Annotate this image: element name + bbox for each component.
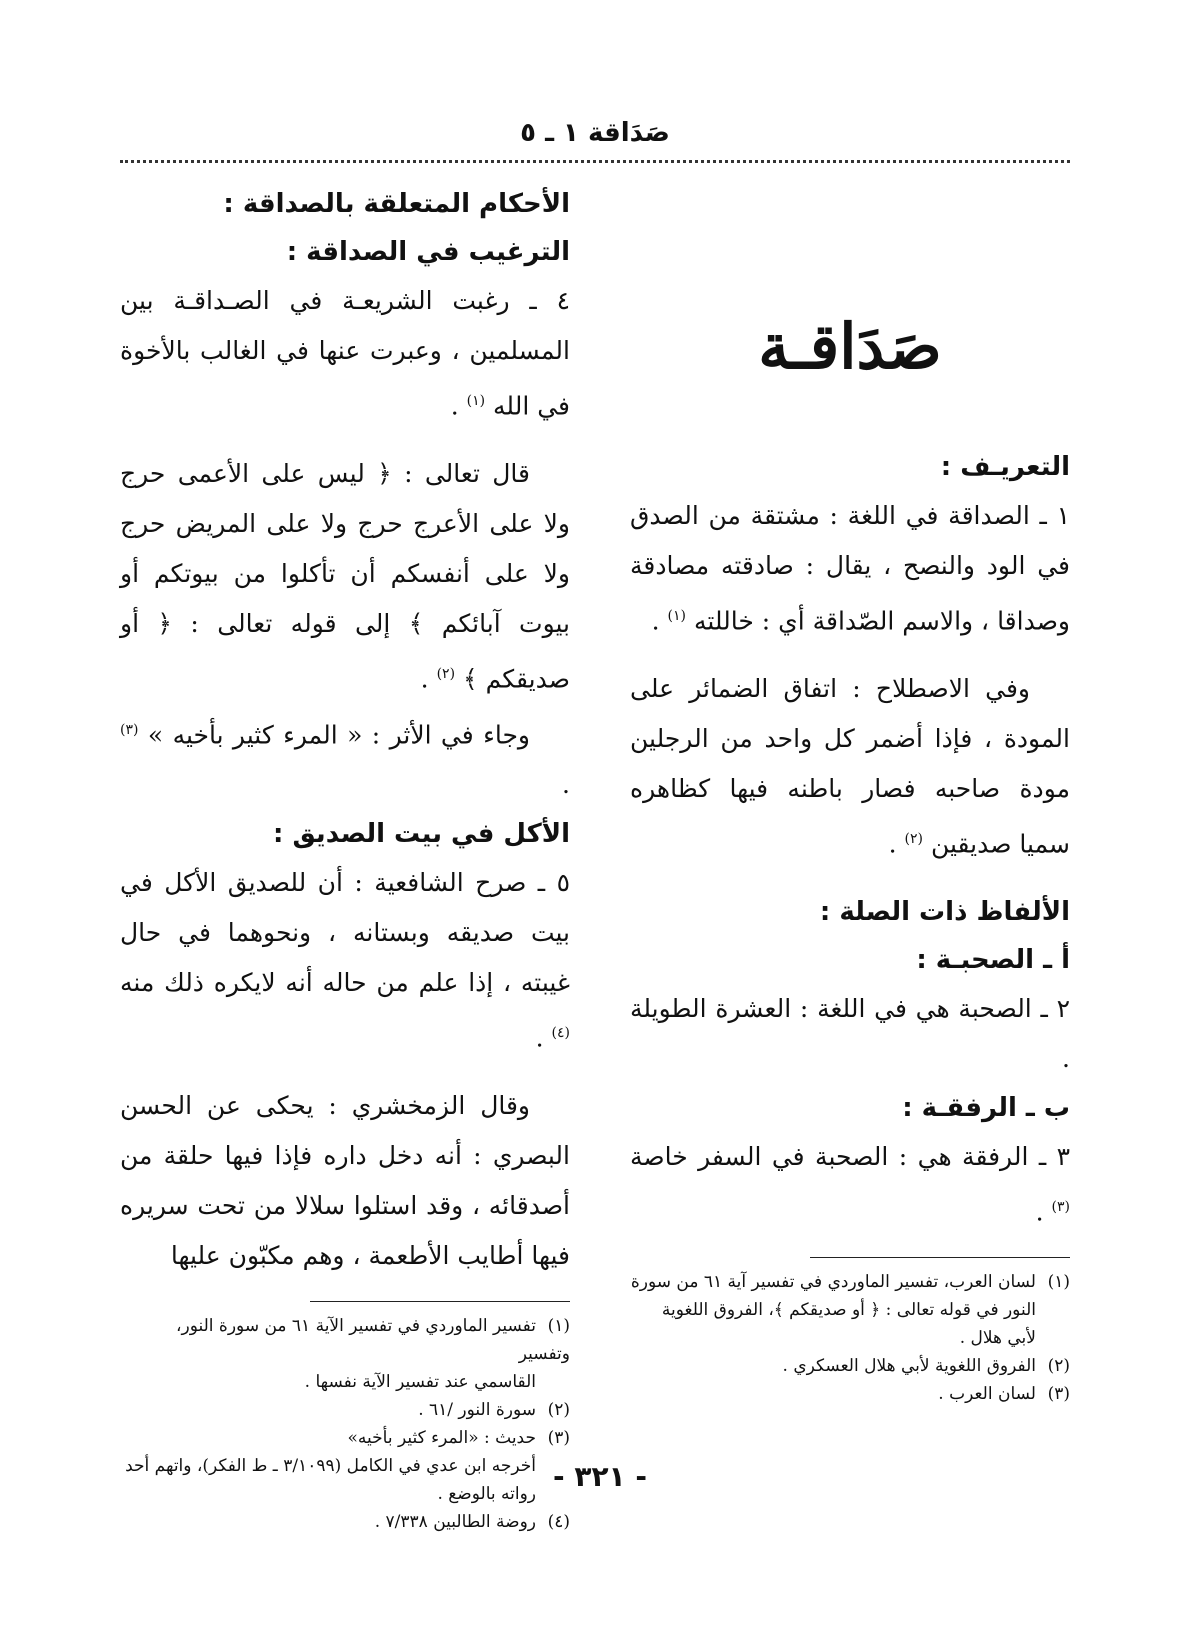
footnote-item: (٤)روضة الطالبين ٧/٣٣٨ .	[374, 1512, 570, 1533]
subheading-b: ب ـ الرفقـة :	[902, 1092, 1070, 1123]
footnote-rule	[810, 1257, 1070, 1258]
rulings-heading: الأحكام المتعلقة بالصداقة :	[223, 189, 570, 219]
footnote-rule	[310, 1301, 570, 1302]
paragraph-4: ٣ ـ الرفقة هي : الصحبة في السفر خاصة $^{(٣)}$ .	[630, 1141, 1070, 1226]
footnote-item: (١)تفسير الماوردي في تفسير الآية ٦١ من سورة النور، وتفسير القاسمي عند تفسير الآية نفسها .	[176, 1316, 570, 1393]
paragraph-2: وفي الاصطلاح : اتفاق الضمائر على المودة ، فإذا أضمر كل واحد من الرجلين مودة صاحبه فصار باطنه فيها كظاهره سميا صديقين $^{(٢)}$ .	[630, 674, 1070, 859]
running-header: صَدَاقة ١ ـ ٥	[520, 118, 670, 148]
encouragement-heading: الترغيب في الصداقة :	[286, 237, 570, 267]
footnote-item: (٢)الفروق اللغوية لأبي هلال العسكري .	[782, 1355, 1070, 1376]
footnote-ref: (٣)	[120, 721, 139, 738]
eating-heading: الأكل في بيت الصديق :	[273, 818, 570, 849]
page-number: - ٣٢١ -	[552, 1460, 648, 1493]
paragraph-8: ٥ ـ صرح الشافعية : أن للصديق الأكل في بيت صديقه وبستانه ، ونحوهما في حال غيبته ، إذا علم من حاله أنه لايكره ذلك منه $^{(٤)}$ .	[120, 867, 570, 1053]
related-terms-heading: الألفاظ ذات الصلة :	[819, 896, 1070, 927]
paragraph-9: وقال الزمخشري : يحكى عن الحسن البصري : أنه دخل داره فإذا فيها حلقة من أصدقائه ، وقد استلوا سلالا من تحت سريره فيها أطايب الأطعمة ، وهم مكبّون عليها	[120, 1091, 570, 1271]
left-column	[120, 180, 570, 1536]
paragraph-7: وجاء في الأثر : « المرء كثير بأخيه » $^{(٣)}$ .	[120, 719, 570, 799]
definition-heading: التعريـف :	[940, 452, 1070, 482]
entry-title: صَدَاقـة	[758, 310, 942, 383]
footnote-item: (٣)لسان العرب .	[938, 1383, 1070, 1404]
subheading-a: أ ـ الصحبـة :	[916, 944, 1070, 975]
paragraph-5: ٤ ـ رغبت الشريعـة في الصـداقـة بين المسلمين ، وعبرت عنها في الغالب بالأخوة في الله $^{(١)}$ .	[120, 286, 570, 421]
footnote-item: (٢)سورة النور /٦١ .	[418, 1400, 570, 1421]
right-column	[630, 180, 1070, 1408]
footnote-ref: (١)	[466, 393, 486, 409]
paragraph-1: ١ ـ الصداقة في اللغة : مشتقة من الصدق في الود والنصح ، يقال : صادقته مصادقة وصداقا ، والاسم الصّداقة أي : خاللته $^{(١)}$ .	[630, 501, 1070, 636]
header-dotted-rule	[120, 160, 1070, 163]
footnote-item: (٣)حديث : «المرء كثير بأخيه» أخرجه ابن عدي في الكامل (٣/١٠٩٩ ـ ط الفكر)، واتهم أحد رواته بالوضع .	[125, 1428, 570, 1505]
footnote-ref: (٤)	[551, 1024, 570, 1041]
footnote-ref: (١)	[667, 608, 686, 624]
footnote-item: (١)لسان العرب، تفسير الماوردي في تفسير آية ٦١ من سورة النور في قوله تعالى : ﴿ أو صديقكم ﴾، الفروق اللغوية لأبي هلال .	[630, 1271, 1070, 1348]
footnote-ref: (٣)	[1051, 1198, 1070, 1215]
paragraph-3: ٢ ـ الصحبة هي في اللغة : العشرة الطويلة .	[630, 993, 1070, 1073]
paragraph-6: قال تعالى : ﴿ ليس على الأعمى حرج ولا على الأعرج حرج ولا على المريض حرج ولا على أنفسكم أن تأكلوا من بيوتكم أو بيوت آبائكم ﴾ إلى قوله تعالى : ﴿ أو صديقكم ﴾ $^{(٢)}$ .	[120, 459, 570, 694]
footnote-ref: (٢)	[904, 831, 923, 848]
footnote-ref: (٢)	[436, 666, 456, 683]
